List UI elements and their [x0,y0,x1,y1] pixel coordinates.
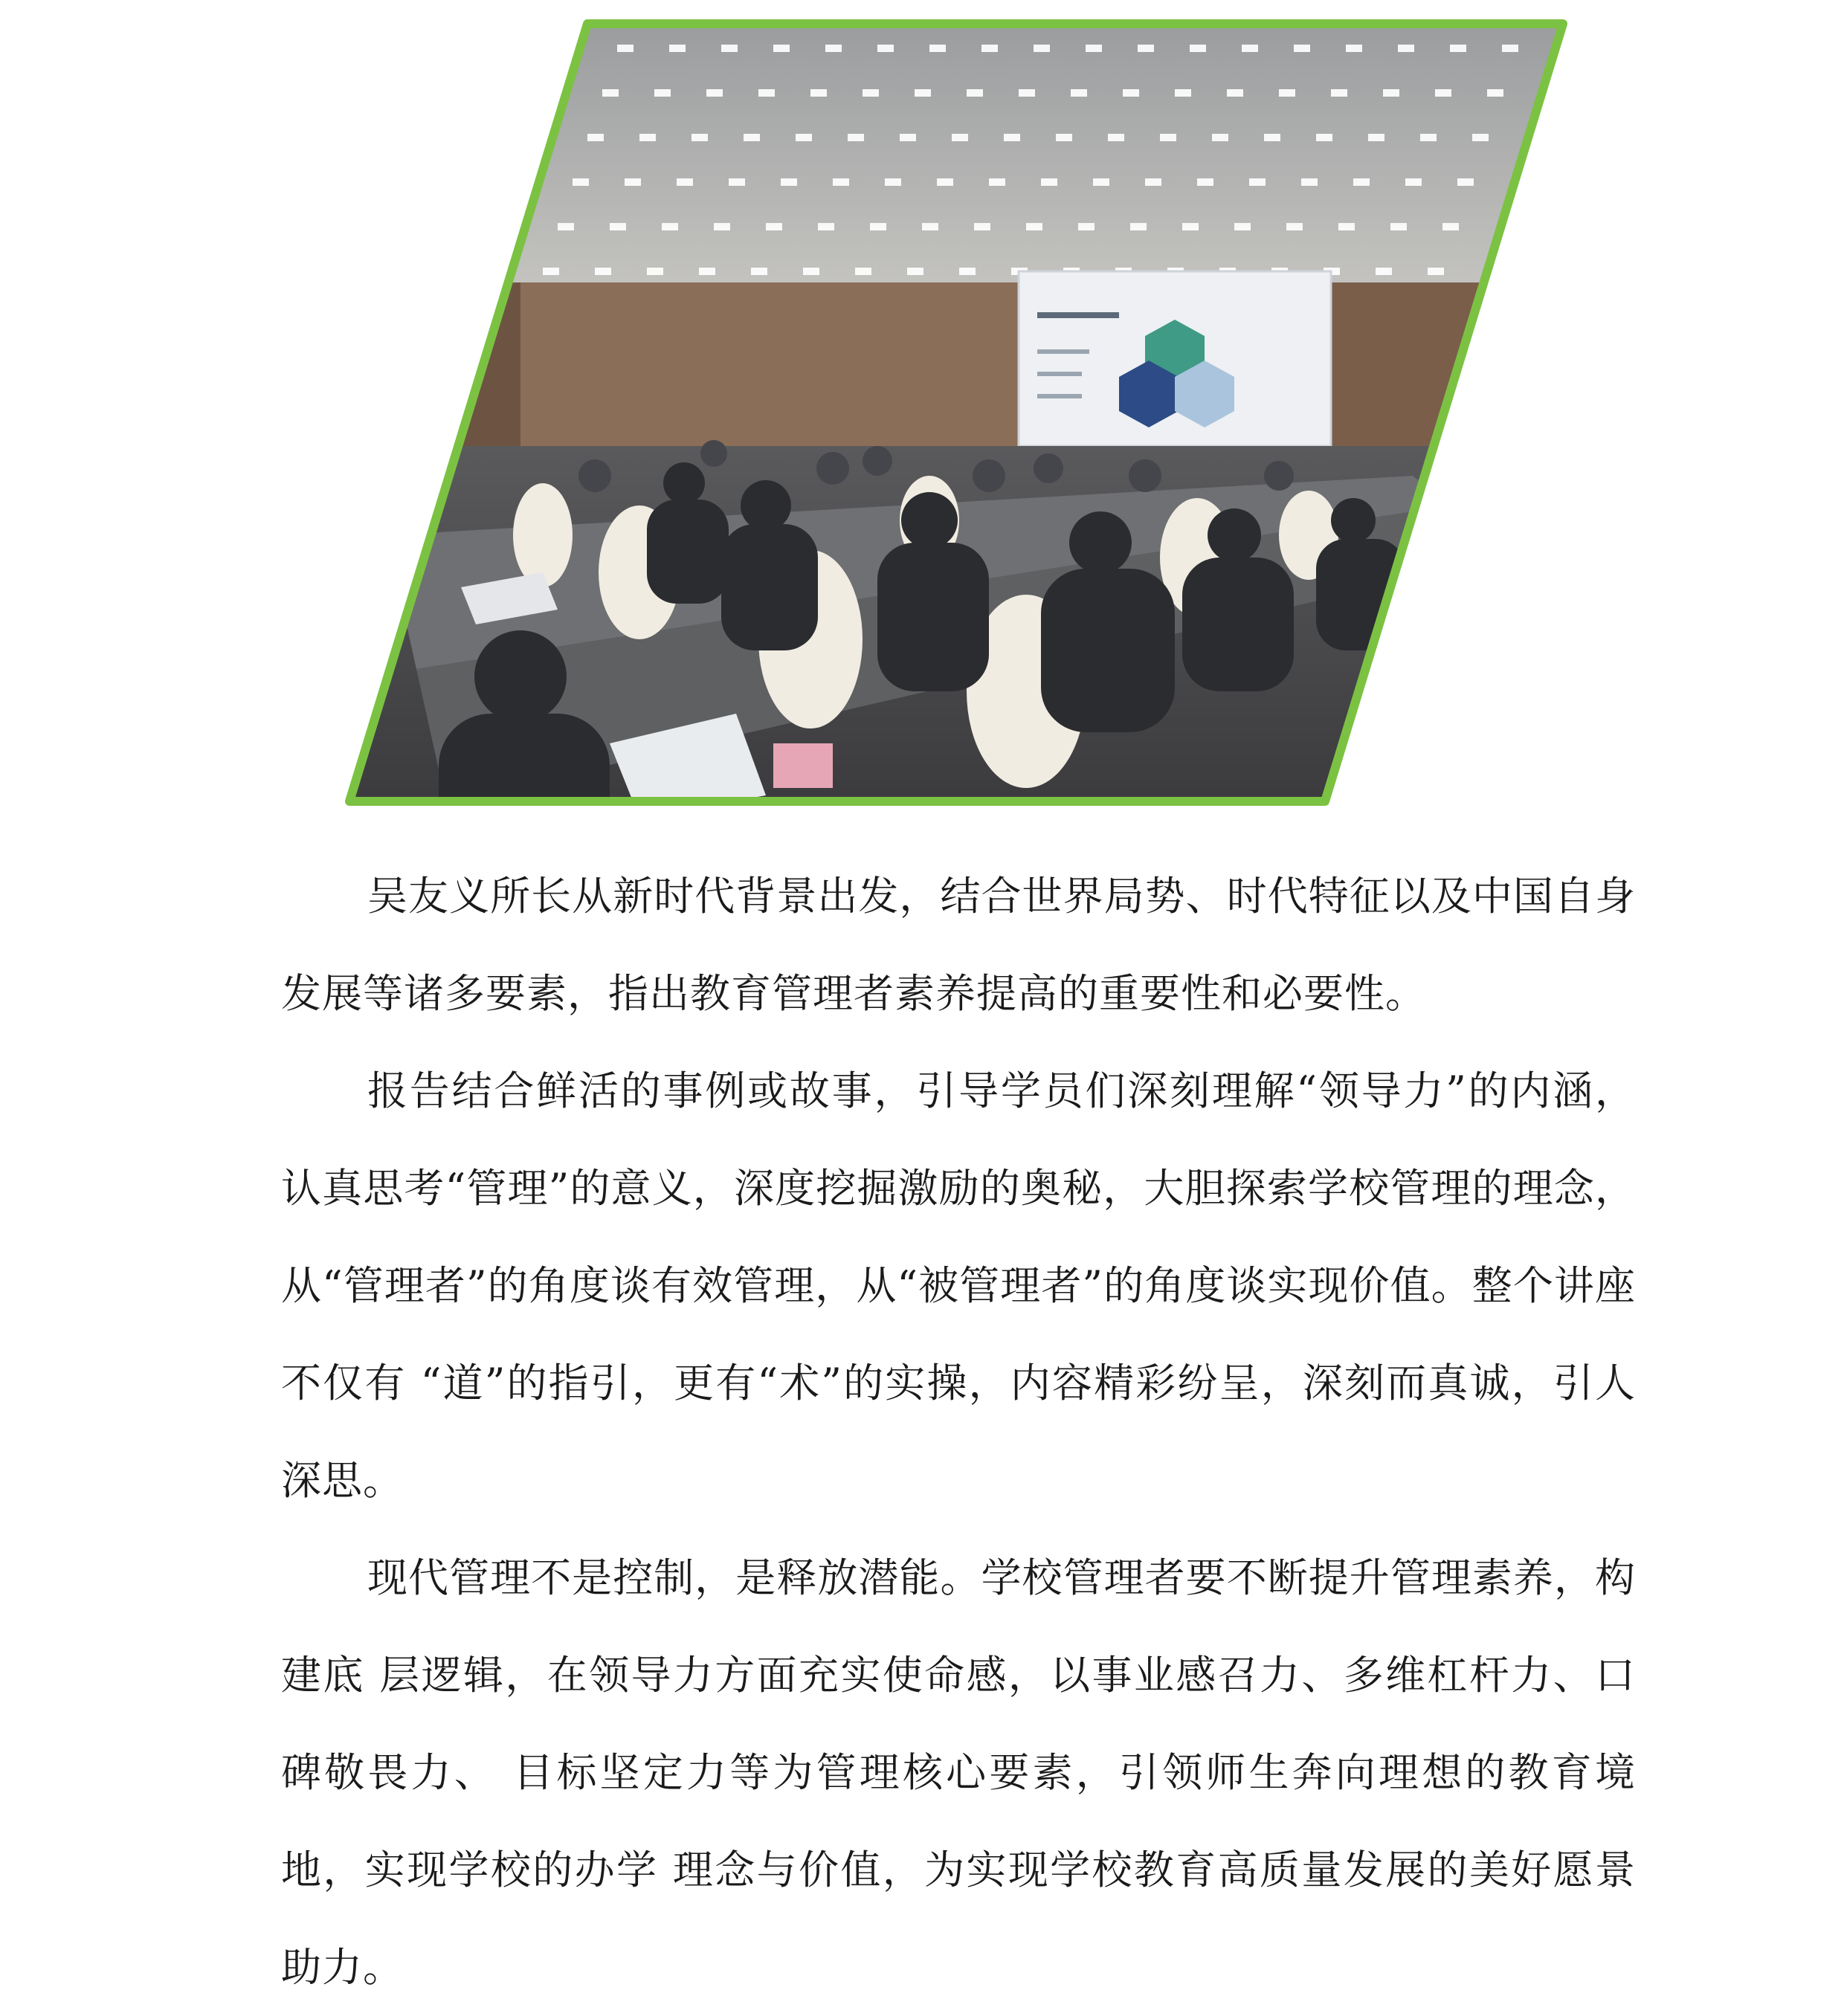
paragraph-1: 吴友义所长从新时代背景出发，结合世界局势、时代特征以及中国自身发展等诸多要素，指出教育管理者素养提高的重要性和必要性。 [281,873,1636,1017]
conference-photo [0,0,1844,818]
paragraph-3: 现代管理不是控制，是释放潜能。学校管理者要不断提升管理素养，构建底 层逻辑，在领导力方面充实使命感，以事业感召力、多维杠杆力、口碑敬畏力、 目标坚定力等为管理核心要素，引领师生奔向理想的教育境地，实现学校的办学 理念与价值，为实现学校教育高质量发展的美好愿景助力。 [281,1554,1636,1991]
article-body [281,847,1636,2016]
paragraph-2: 报告结合鲜活的事例或故事，引导学员们深刻理解“领导力”的内涵，认真思考“管理”的意义，深度挖掘激励的奥秘，大胆探索学校管理的理念，从“管理者”的角度谈有效管理，从“被管理者”的角度谈实现价值。整个讲座不仅有 “道”的指引，更有“术”的实操，内容精彩纷呈，深刻而真诚，引人深思。 [281,1067,1636,1504]
